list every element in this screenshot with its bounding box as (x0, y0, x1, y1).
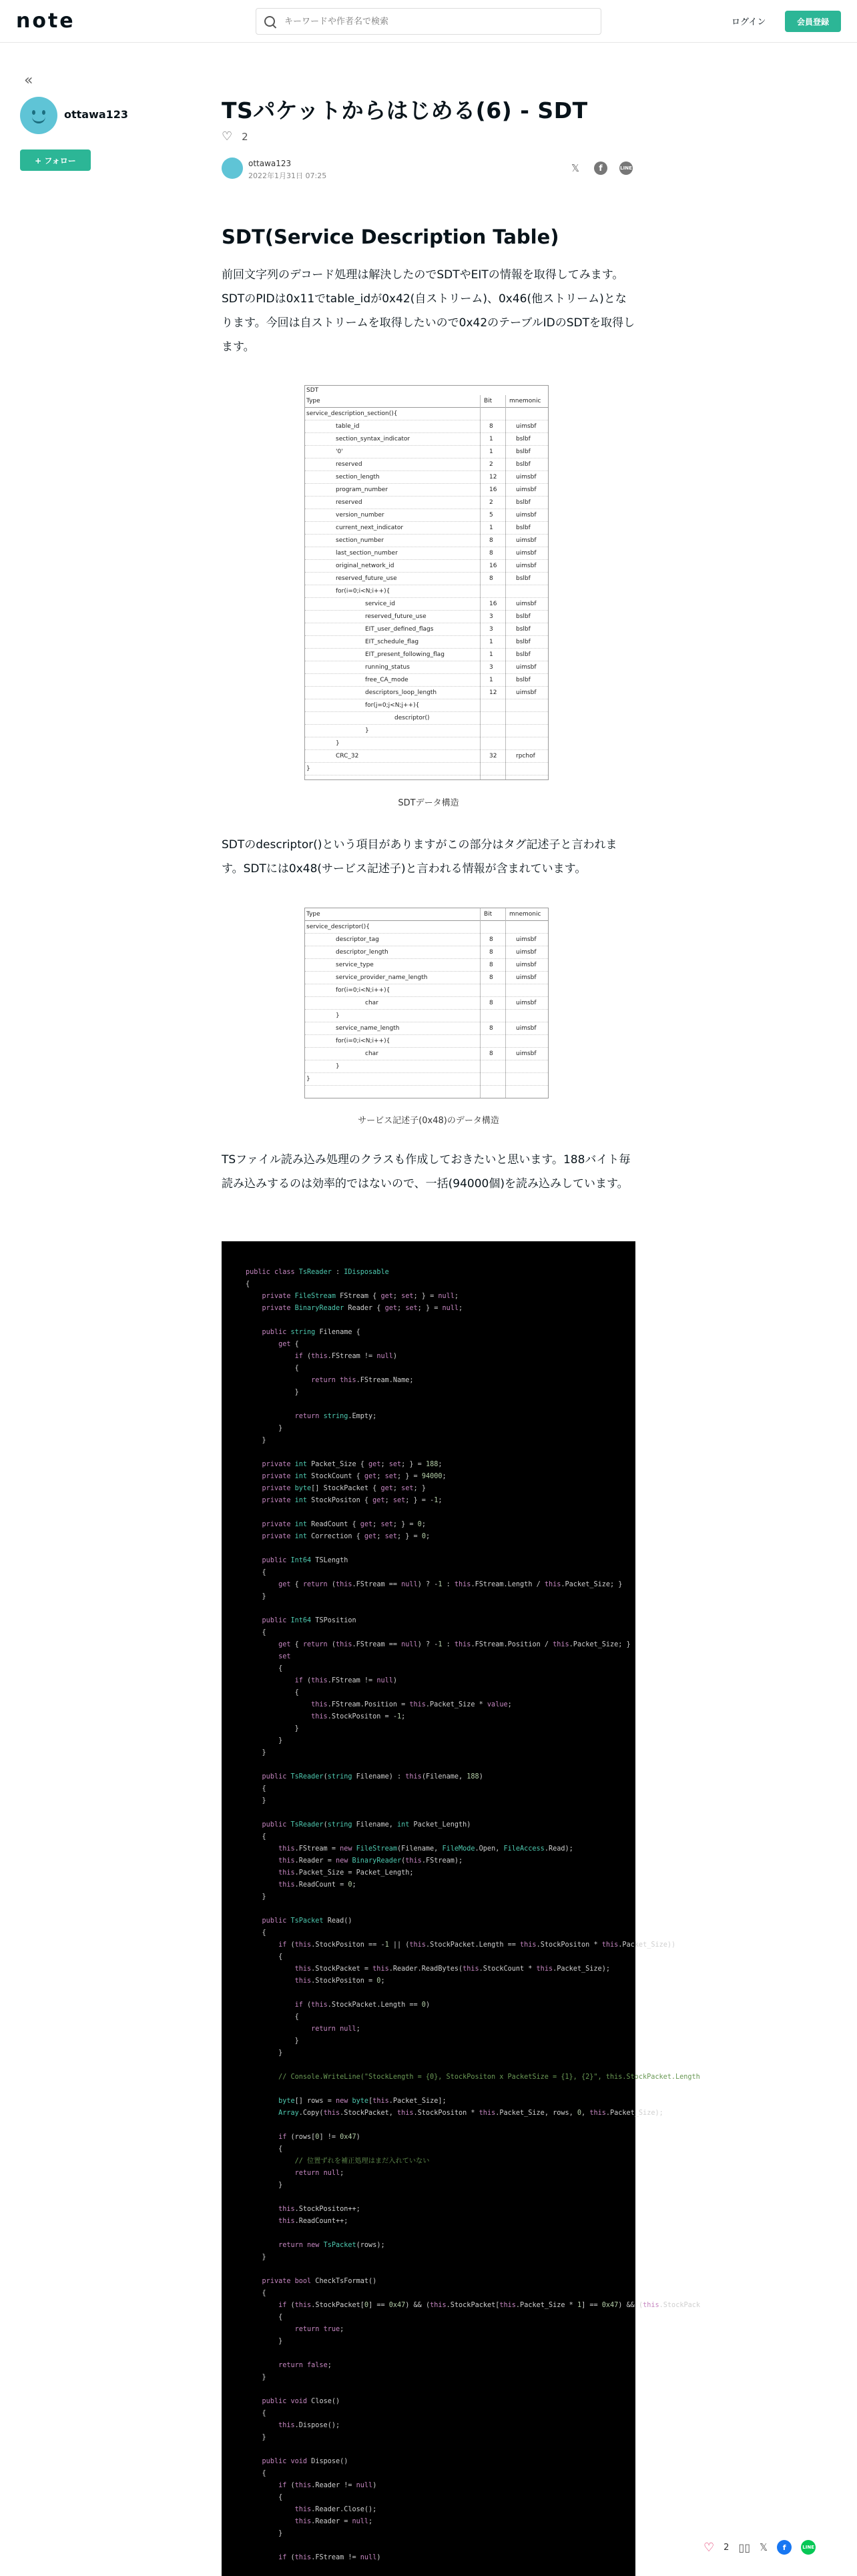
search-box[interactable] (256, 8, 601, 35)
table-row (305, 1035, 548, 1048)
table-cell-type: running_status (365, 664, 410, 671)
table-cell-mnemonic: uimsbf (516, 1050, 537, 1057)
sdt-structure-table (304, 385, 549, 780)
table-cell-mnemonic: uimsbf (516, 664, 537, 671)
table-cell-mnemonic: bslbf (516, 525, 531, 531)
table-cell-type: section_length (336, 474, 380, 480)
signup-button[interactable]: 会員登録 (785, 11, 841, 32)
table-cell-type: section_syntax_indicator (336, 436, 410, 442)
author-avatar[interactable] (20, 97, 57, 134)
heart-icon[interactable]: ♡ (222, 129, 233, 143)
table-cell-bit: 2 (489, 461, 493, 468)
table-row (305, 921, 548, 934)
x-share-icon[interactable]: 𝕏 (760, 2541, 768, 2553)
table-row (305, 484, 548, 497)
table-row (305, 446, 548, 458)
table-cell-type: for(i=0;i<N;i++){ (336, 987, 390, 994)
table-cell-type: reserved_future_use (336, 575, 397, 582)
table-row (305, 522, 548, 535)
paragraph-descriptor: SDTのdescriptor()という項目がありますがこの部分はタグ記述子と言われます。SDTには0x48(サービス記述子)と言われる情報が含まれています。 (222, 838, 617, 876)
table-cell-type: for(i=0;i<N;i++){ (336, 588, 390, 595)
table-cell-bit: 8 (489, 949, 493, 956)
table-row (305, 611, 548, 623)
table-cell-bit: 16 (489, 563, 497, 569)
table-cell-mnemonic: bslbf (516, 448, 531, 455)
search-input[interactable] (284, 17, 591, 27)
site-header (0, 0, 857, 43)
table-row (305, 585, 548, 598)
table-row (305, 972, 548, 984)
table-row (305, 420, 548, 433)
table-cell-mnemonic: bslbf (516, 677, 531, 683)
table-row (305, 408, 548, 420)
table-cell-type: table_id (336, 423, 360, 430)
table-cell-type: } (306, 1076, 310, 1082)
table-cell-bit: 16 (489, 601, 497, 607)
table-cell-type: current_next_indicator (336, 525, 404, 531)
like-area (222, 129, 248, 143)
table-cell-bit: 2 (489, 499, 493, 506)
like-count: 2 (242, 130, 248, 143)
table-cell-mnemonic: bslbf (516, 461, 531, 468)
table-cell-mnemonic: uimsbf (516, 537, 537, 544)
table-cell-bit: 1 (489, 436, 493, 442)
paragraph-intro: 前回文字列のデコード処理は解決したのでSDTやEITの情報を取得してみます。SDTのPIDは0x11でtable_idが0x42(自ストリーム)、0x46(他ストリーム)となります。今回は自ストリームを取得したいので0x42のテーブルIDのSDTを取得します。 (222, 268, 635, 354)
magazine-icon[interactable]: ▯▯ (738, 2541, 751, 2554)
table-row (305, 1048, 548, 1060)
table-row (305, 535, 548, 547)
table-cell-bit: 3 (489, 626, 493, 633)
table-row (305, 1060, 548, 1073)
table-cell-type: version_number (336, 512, 384, 519)
table-cell-bit: 3 (489, 613, 493, 620)
share-icons (569, 162, 633, 175)
table-row (305, 725, 548, 737)
table-cell-bit: 1 (489, 639, 493, 645)
table-cell-type: EIT_present_following_flag (365, 651, 445, 658)
bottom-action-bar (703, 2540, 816, 2555)
table-cell-bit: 1 (489, 651, 493, 658)
table-cell-type: descriptor() (394, 715, 430, 721)
table-header-cell: Bit (484, 911, 493, 918)
table-cell-mnemonic: uimsbf (516, 689, 537, 696)
meta-author-name[interactable]: ottawa123 (248, 159, 292, 168)
table-row (305, 661, 548, 674)
bottom-like-count: 2 (724, 2542, 730, 2553)
table-cell-mnemonic: bslbf (516, 639, 531, 645)
table-cell-bit: 1 (489, 448, 493, 455)
author-name[interactable]: ottawa123 (64, 108, 129, 121)
table-row (305, 674, 548, 687)
table-row (305, 598, 548, 611)
table-header-cell: Type (306, 398, 320, 404)
line-share-icon[interactable]: LINE (619, 162, 633, 175)
table-cell-type: service_type (336, 962, 374, 968)
table-cell-mnemonic: bslbf (516, 499, 531, 506)
table-cell-type: descriptor_tag (336, 936, 379, 943)
table-cell-bit: 32 (489, 753, 497, 759)
article-title: TSパケットからはじめる(6) - SDT (222, 97, 588, 123)
table-cell-type: service_provider_name_length (336, 974, 428, 981)
table-cell-mnemonic: uimsbf (516, 1025, 537, 1032)
table-row (305, 458, 548, 471)
table-row (305, 1073, 548, 1086)
table-column-divider (505, 395, 506, 779)
section-heading: SDT(Service Description Table) (222, 226, 559, 248)
table-cell-mnemonic: uimsbf (516, 1000, 537, 1006)
table-cell-mnemonic: uimsbf (516, 512, 537, 519)
search-icon (264, 16, 275, 27)
table-row (305, 623, 548, 636)
table-cell-type: reserved_future_use (365, 613, 426, 620)
table-cell-type: service_id (365, 601, 395, 607)
table-cell-bit: 5 (489, 512, 493, 519)
table-cell-type: CRC_32 (336, 753, 359, 759)
table-row (305, 1010, 548, 1022)
table-cell-bit: 8 (489, 1025, 493, 1032)
table-cell-bit: 12 (489, 474, 497, 480)
table-cell-type: } (336, 740, 340, 747)
table-cell-type: } (336, 1012, 340, 1019)
code-text: public class TsReader : IDisposable { private FileStream FStream { get; set; } = null; private BinaryReader Reader { get; set; } = null; public string Filename { get { if (this.FStream != null) { return this.FStream.Name; } return string.Empty; } } private int Packet_Size { get; set; } = 188; private int StockCount { get; set; } = 94000; private byte[] StockPacket { get; set; } private int StockPositon { get; set; } = -1; private int ReadCount { get; set; } = 0; private int Correction { get; set; } = 0; public Int64 TSLength { get { return (this.FStream == null) ? -1 : this.FStream.Length / this.Packet_Size; } } public Int64 TSPosition { get { return (this.FStream == null) ? -1 : this.FStream.Position / this.Packet_Size; } set { if (this.FStream != null) { this.FStream.Position = this.Packet_Size * value; this.StockPositon = -1; } } } public TsReader(string Filename) : this(Filename, 188) { } public TsReader(string Filename, int Packet_Length) { this.FStream = new FileStream(Filename, FileMode.Open, FileAccess.Read); this.Reader = new BinaryReader(this.FStream); this.Packet_Size = Packet_Length; this.ReadCount = 0; } public TsPacket Read() { if (this.StockPositon == -1 || (this.StockPacket.Length == this.StockPositon * this.Packet_Size)) { this.StockPacket = this.Reader.ReadBytes(this.StockCount * this.Packet_Size); this.StockPositon = 0; if (this.StockPacket.Length == 0) { return null; } } // Console.WriteLine("StockLength = {0}, StockPositon x PacketSize = {1}, {2}", this.StockPacket.Length byte[] rows = new byte[this.Packet_Size]; Array.Copy(this.StockPacket, this.StockPositon * this.Packet_Size, rows, 0, this.Packet_Size); if (rows[0] != 0x47) { // 位置ずれを補正処理はまだ入れていない return null; } this.StockPositon++; this.ReadCount++; return new TsPacket(rows); } private bool CheckTsFormat() { if (this.StockPacket[0] == 0x47) && (this.StockPacket[this.Packet_Size * 1] == 0x47) && (this.StockPack { return true; } return false; } public void Close() { this.Dispose(); } public void Dispose() { if (this.Reader != null) { this.Reader.Close(); this.Reader = null; } if (this.FStream != null) (246, 1269, 700, 2561)
table-cell-bit: 1 (489, 677, 493, 683)
table-header-row (305, 395, 548, 408)
sdt-table-caption: SDTデータ構造 (398, 798, 459, 808)
table-cell-mnemonic: bslbf (516, 436, 531, 442)
table-label: SDT (306, 387, 319, 394)
table-header-cell: mnemonic (509, 911, 541, 918)
paragraph-reader: TSファイル読み込み処理のクラスも作成しておきたいと思います。188バイト毎読み込みするのは効率的ではないので、一括(94000個)を読み込みしています。 (222, 1153, 631, 1191)
table-row (305, 687, 548, 699)
table-row (305, 763, 548, 775)
table-cell-type: original_network_id (336, 563, 394, 569)
table-cell-type: } (306, 765, 310, 772)
facebook-share-icon[interactable]: f (594, 162, 607, 175)
table-column-divider (505, 908, 506, 1098)
note-logo[interactable]: note (16, 9, 75, 33)
table-row (305, 509, 548, 522)
table-cell-type: EIT_schedule_flag (365, 639, 419, 645)
table-row (305, 636, 548, 649)
table-cell-type: descriptor_length (336, 949, 388, 956)
table-cell-bit: 3 (489, 664, 493, 671)
table-cell-mnemonic: uimsbf (516, 601, 537, 607)
table-cell-type: last_section_number (336, 550, 398, 557)
table-header-cell: Type (306, 911, 320, 918)
table-cell-type: free_CA_mode (365, 677, 408, 683)
table-row (305, 433, 548, 446)
table-cell-mnemonic: uimsbf (516, 474, 537, 480)
line-share-icon[interactable]: LINE (801, 2540, 816, 2555)
table-cell-mnemonic: bslbf (516, 626, 531, 633)
table-cell-type: service_descriptor(){ (306, 924, 370, 930)
table-cell-bit: 8 (489, 1050, 493, 1057)
table-cell-bit: 16 (489, 487, 497, 493)
table-cell-bit: 8 (489, 936, 493, 943)
table-cell-mnemonic: rpchof (516, 753, 535, 759)
x-share-icon[interactable]: 𝕏 (571, 162, 580, 174)
table-cell-mnemonic: uimsbf (516, 936, 537, 943)
table-row (305, 946, 548, 959)
table-cell-mnemonic: bslbf (516, 613, 531, 620)
table-column-divider (480, 908, 481, 1098)
table-cell-bit: 8 (489, 537, 493, 544)
facebook-share-icon[interactable]: f (777, 2540, 792, 2555)
table-cell-bit: 12 (489, 689, 497, 696)
table-row (305, 497, 548, 509)
table-cell-bit: 8 (489, 423, 493, 430)
table-cell-type: service_name_length (336, 1025, 400, 1032)
table-row (305, 984, 548, 997)
table-row (305, 560, 548, 573)
table-row (305, 573, 548, 585)
table-cell-bit: 8 (489, 550, 493, 557)
table-cell-type: for(j=0;j<N;j++){ (365, 702, 420, 709)
table-cell-type: char (365, 1050, 378, 1057)
table-header-cell: mnemonic (509, 398, 541, 404)
heart-icon[interactable]: ♡ (703, 2540, 715, 2555)
table-cell-mnemonic: uimsbf (516, 423, 537, 430)
table-cell-bit: 8 (489, 974, 493, 981)
table-cell-type: '0' (336, 448, 343, 455)
table-row (305, 1022, 548, 1035)
publish-date: 2022年1月31日 07:25 (248, 172, 327, 180)
table-cell-mnemonic: bslbf (516, 575, 531, 582)
table-cell-mnemonic: uimsbf (516, 962, 537, 968)
table-cell-bit: 8 (489, 962, 493, 968)
follow-button[interactable]: + フォロー (20, 149, 91, 171)
table-cell-bit: 8 (489, 1000, 493, 1006)
table-cell-mnemonic: bslbf (516, 651, 531, 658)
table-row (305, 649, 548, 661)
table-cell-type: service_description_section(){ (306, 410, 398, 417)
table-cell-mnemonic: uimsbf (516, 974, 537, 981)
table-cell-mnemonic: uimsbf (516, 949, 537, 956)
table-cell-mnemonic: uimsbf (516, 487, 537, 493)
collapse-sidebar-icon[interactable]: « (24, 72, 33, 89)
table-row (305, 750, 548, 763)
table-row (305, 997, 548, 1010)
table-cell-type: descriptors_loop_length (365, 689, 437, 696)
table-row (305, 547, 548, 560)
table-row (305, 934, 548, 946)
table-cell-type: for(i=0;i<N;i++){ (336, 1038, 390, 1044)
table-cell-mnemonic: uimsbf (516, 550, 537, 557)
table-cell-mnemonic: uimsbf (516, 563, 537, 569)
table-cell-bit: 8 (489, 575, 493, 582)
table-cell-bit: 1 (489, 525, 493, 531)
table-row (305, 737, 548, 750)
table-cell-type: reserved (336, 461, 362, 468)
table-header-cell: Bit (484, 398, 493, 404)
table-row (305, 699, 548, 712)
table-cell-type: program_number (336, 487, 388, 493)
login-link[interactable]: ログイン (732, 17, 766, 27)
descriptor-table-caption: サービス記述子(0x48)のデータ構造 (358, 1116, 499, 1126)
table-row (305, 959, 548, 972)
table-cell-type: reserved (336, 499, 362, 506)
table-row (305, 712, 548, 725)
code-block[interactable] (222, 1241, 700, 2576)
table-cell-type: } (365, 727, 369, 734)
service-descriptor-table (304, 908, 549, 1098)
table-cell-type: } (336, 1063, 340, 1070)
table-column-divider (480, 395, 481, 779)
table-cell-type: EIT_user_defined_flags (365, 626, 434, 633)
table-cell-type: section_number (336, 537, 384, 544)
table-cell-type: char (365, 1000, 378, 1006)
table-header-row (305, 908, 548, 921)
table-row (305, 471, 548, 484)
meta-avatar[interactable] (222, 157, 243, 179)
